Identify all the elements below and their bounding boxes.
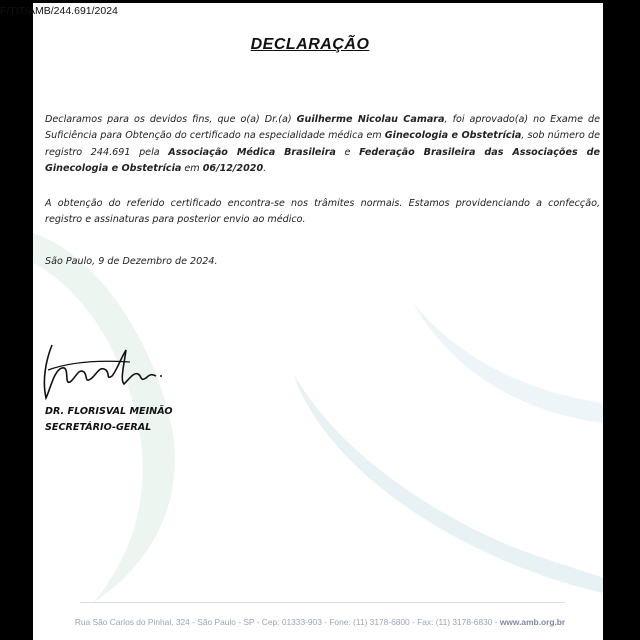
footer-address: Rua São Carlos do Pinhal, 324 - São Paulo - SP - Cep: 01333-903 - Fone: (11) 3178-6800 - Fax: (11) 3178-6830 - xyxy=(74,617,500,627)
approval-date: 06/12/2020 xyxy=(202,162,264,174)
declaration-paragraph: Declaramos para os devidos fins, que o(a) Dr.(a) Guilherme Nicolau Camara, foi aprovado(a) no Exame de Suficiência para Obtenção do certificado na especialidade médica em Ginecologia e Obstetrícia, sob número de registro 244.691 pela Associação Médica Brasileira e Federação Brasileira das Associações de Ginecologia e Obstetrícia em 06/12/2020. xyxy=(45,114,600,174)
organization-amb: Associação Médica Brasileira xyxy=(168,146,336,158)
signatory-name: DR. FLORISVAL MEINÃO xyxy=(45,406,173,417)
document-page xyxy=(33,3,603,640)
footer-divider xyxy=(80,602,565,603)
document-title: DECLARAÇÃO xyxy=(250,36,370,53)
specialty: Ginecologia e Obstetrícia xyxy=(384,130,522,142)
document-reference: F/TIT/AMB/244.691/2024 xyxy=(0,5,118,17)
signature-image xyxy=(40,340,170,405)
organization-febrasgo: Federação Brasileira das Associações de Ginecologia e Obstetrícia xyxy=(45,146,600,174)
footer-website: www.amb.org.br xyxy=(499,617,566,627)
place-date: São Paulo, 9 de Dezembro de 2024. xyxy=(45,256,218,267)
footer xyxy=(0,617,640,627)
signatory-role: SECRETÁRIO-GERAL xyxy=(45,422,152,433)
status-paragraph: A obtenção do referido certificado encontra-se nos trâmites normais. Estamos providenciando a confecção, registro e assinaturas para posterior envio ao médico. xyxy=(45,198,600,226)
watermark-swoosh xyxy=(33,3,603,640)
physician-name: Guilherme Nicolau Camara xyxy=(296,114,445,125)
signatory xyxy=(45,404,173,436)
